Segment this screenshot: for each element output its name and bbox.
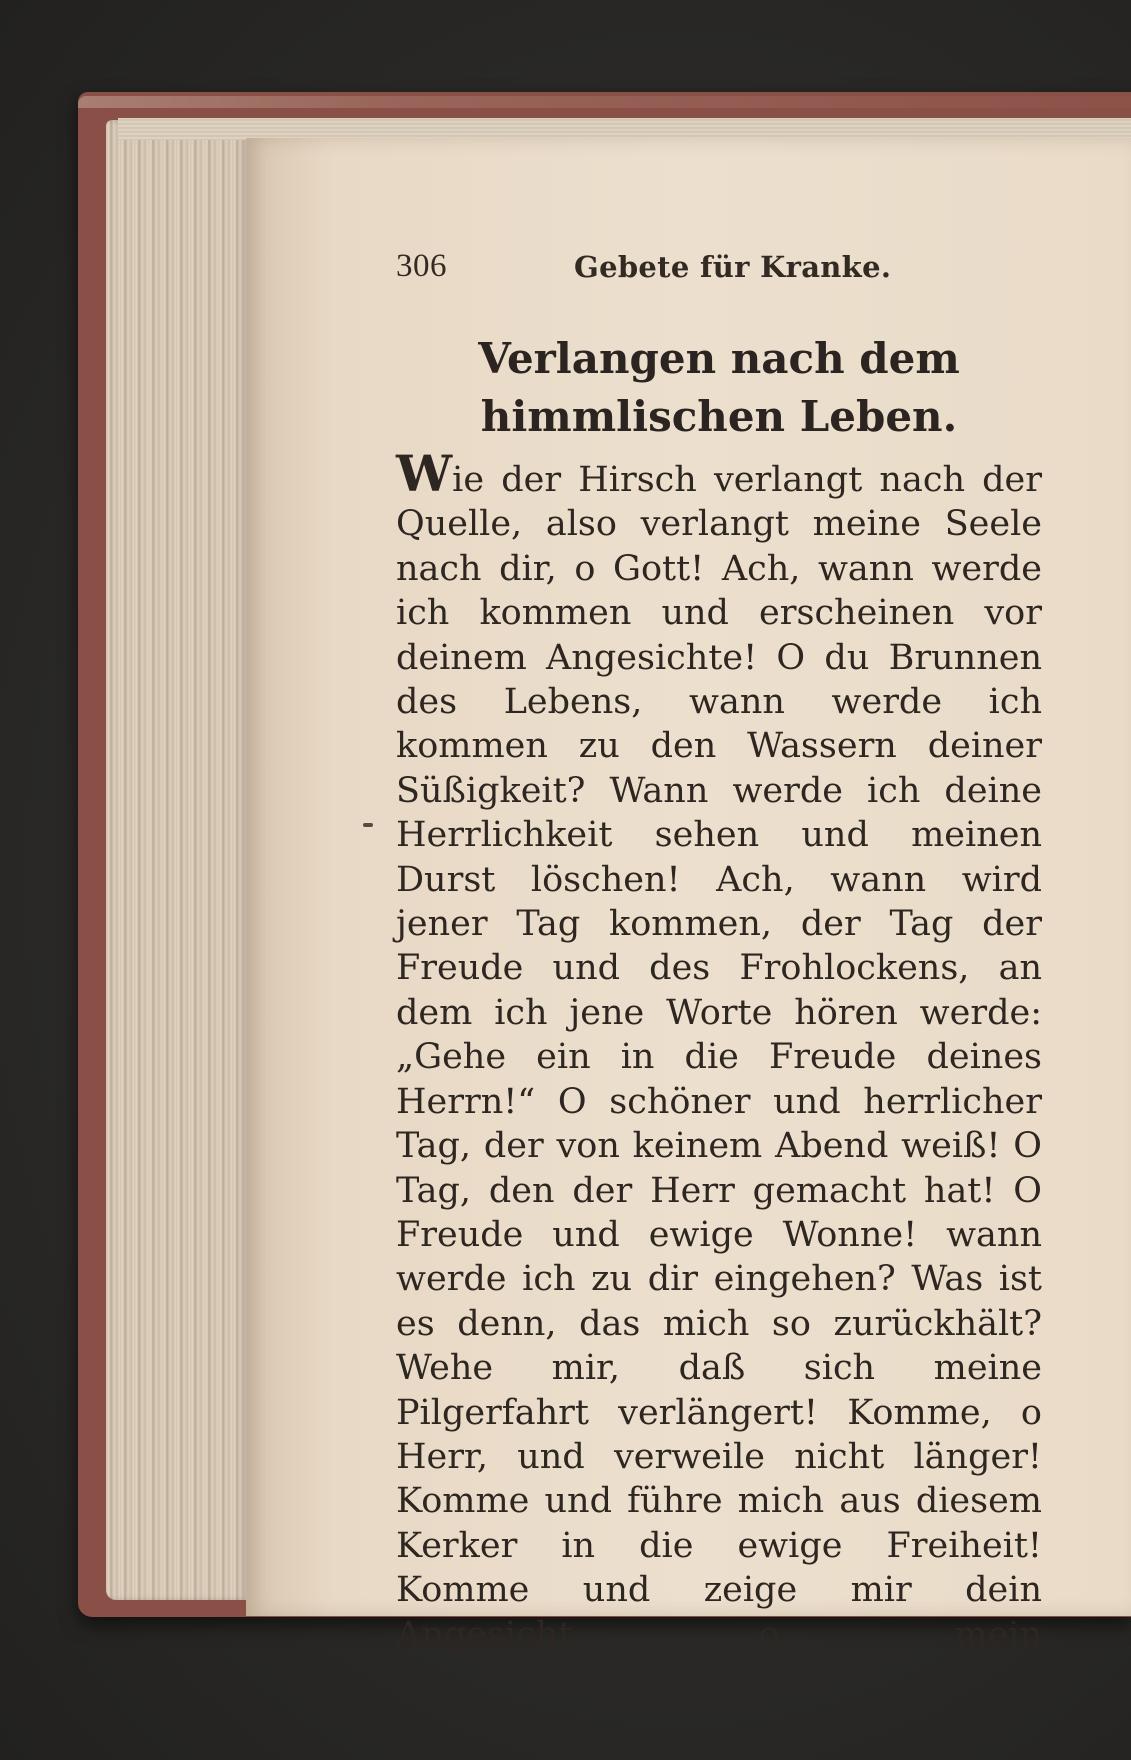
page-number: 306 (396, 248, 447, 284)
running-head (396, 248, 916, 292)
initial-letter: W (396, 444, 453, 503)
section-heading: Verlangen nach dem himmlischen Leben. (478, 334, 960, 441)
margin-mark (363, 823, 373, 827)
body-text (396, 444, 1042, 1657)
page-stack-edge (106, 120, 248, 1600)
body-paragraph: ie der Hirsch verlangt nach der Quelle, also verlangt meine Seele nach dir, o Gott! Ach, wann werde ich kommen und erscheinen vor deinem Angesichte! O du Brunnen des Lebens, wann werde ich kommen zu den Wassern deiner Süßigkeit? Wann werde ich deine Herrlichkeit sehen und meinen Durst löschen! Ach, wann wird jener Tag kommen, der Tag der Freude und des Frohlockens, an dem ich jene Worte hören werde: „Gehe ein in die Freude deines Herrn!“ O schöner und herrlicher Tag, der von keinem Abend weiß! O Tag, den der Herr gemacht hat! O Freude und ewige Wonne! wann werde ich zu dir eingehen? Was ist es denn, das mich so zurückhält? Wehe mir, daß sich meine Pilgerfahrt verlängert! Komme, o Herr, und verweile nicht länger! Komme und führe mich aus diesem Kerker in die ewige Freiheit! Komme und zeige mir dein Angesicht, o mein (396, 460, 1042, 1655)
running-title: Gebete für Kranke. (574, 250, 892, 284)
cover-top-edge (78, 96, 1131, 108)
page-stack-top (118, 118, 1131, 140)
